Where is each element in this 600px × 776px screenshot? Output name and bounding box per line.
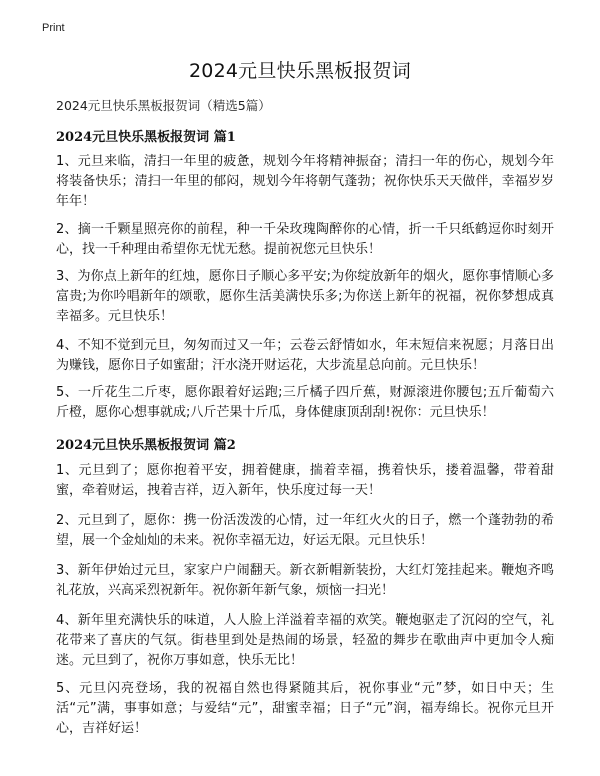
paragraph-2-4: 4、新年里充满快乐的味道，人人脸上洋溢着幸福的欢笑。鞭炮驱走了沉闷的空气，礼花带来了喜庆的气氛。街巷里到处是热闹的场景，轻盈的舞步在歌曲声中更加令人痴迷。元旦到了，祝你万事如意，快乐无比！ bbox=[56, 613, 554, 668]
paragraph-1-1: 1、元旦来临，清扫一年里的疲惫，规划今年将精神振奋；清扫一年的伤心，规划今年将装备快乐；清扫一年里的郁闷，规划今年将朝气蓬勃；祝你快乐天天做伴，幸福岁岁年年！ bbox=[56, 154, 554, 209]
paragraph-1-5: 5、一斤花生二斤枣，愿你跟着好运跑;三斤橘子四斤蕉，财源滚进你腰包;五斤葡萄六斤橙，愿你心想事就成;八斤芒果十斤瓜，身体健康顶刮刮!祝你：元旦快乐！ bbox=[56, 385, 554, 420]
section-heading-1: 2024元旦快乐黑板报贺词 篇1 bbox=[56, 130, 236, 145]
paragraph-1-3: 3、为你点上新年的红烛，愿你日子顺心多平安;为你绽放新年的烟火，愿你事情顺心多富贵;为你吟唱新年的颂歌，愿你生活美满快乐多;为你送上新年的祝福，祝你梦想成真幸福多。元旦快乐！ bbox=[56, 269, 554, 324]
section-heading-2: 2024元旦快乐黑板报贺词 篇2 bbox=[56, 438, 236, 453]
paragraph-2-2: 2、元旦到了，愿你：携一份活泼泼的心情，过一年红火火的日子，燃一个蓬勃勃的希望，展一个金灿灿的未来。祝你幸福无边，好运无限。元旦快乐！ bbox=[56, 513, 554, 548]
paragraph-2-5: 5、元旦闪亮登场，我的祝福自然也得紧随其后，祝你事业“元”梦，如日中天；生活“元”满，事事如意；与爱结“元”，甜蜜幸福；日子“元”润，福寿绵长。祝你元旦开心，吉祥好运！ bbox=[56, 681, 554, 736]
print-link[interactable]: Print bbox=[42, 22, 65, 34]
document-subtitle: 2024元旦快乐黑板报贺词（精选5篇） bbox=[56, 98, 271, 113]
paragraph-2-1: 1、元旦到了；愿你抱着平安，拥着健康，揣着幸福，携着快乐，搂着温馨，带着甜蜜，牵着财运，拽着吉祥，迈入新年，快乐度过每一天！ bbox=[56, 463, 554, 498]
page-title: 2024元旦快乐黑板报贺词 bbox=[189, 60, 411, 82]
paragraph-1-2: 2、摘一千颗星照亮你的前程，种一千朵玫瑰陶醉你的心情，折一千只纸鹤逗你时刻开心，找一千种理由希望你无忧无愁。提前祝您元旦快乐！ bbox=[56, 222, 554, 257]
paragraph-2-3: 3、新年伊始过元旦，家家户户闹翻天。新衣新帽新装扮，大红灯笼挂起来。鞭炮齐鸣礼花放，兴高采烈祝新年。祝你新年新气象，烦恼一扫光！ bbox=[56, 563, 554, 598]
paragraph-1-4: 4、不知不觉到元旦，匆匆而过又一年；云卷云舒情如水，年末短信来祝愿；月落日出为赚钱，愿你日子如蜜甜；汗水浇开财运花，大步流星总向前。元旦快乐！ bbox=[56, 338, 554, 373]
